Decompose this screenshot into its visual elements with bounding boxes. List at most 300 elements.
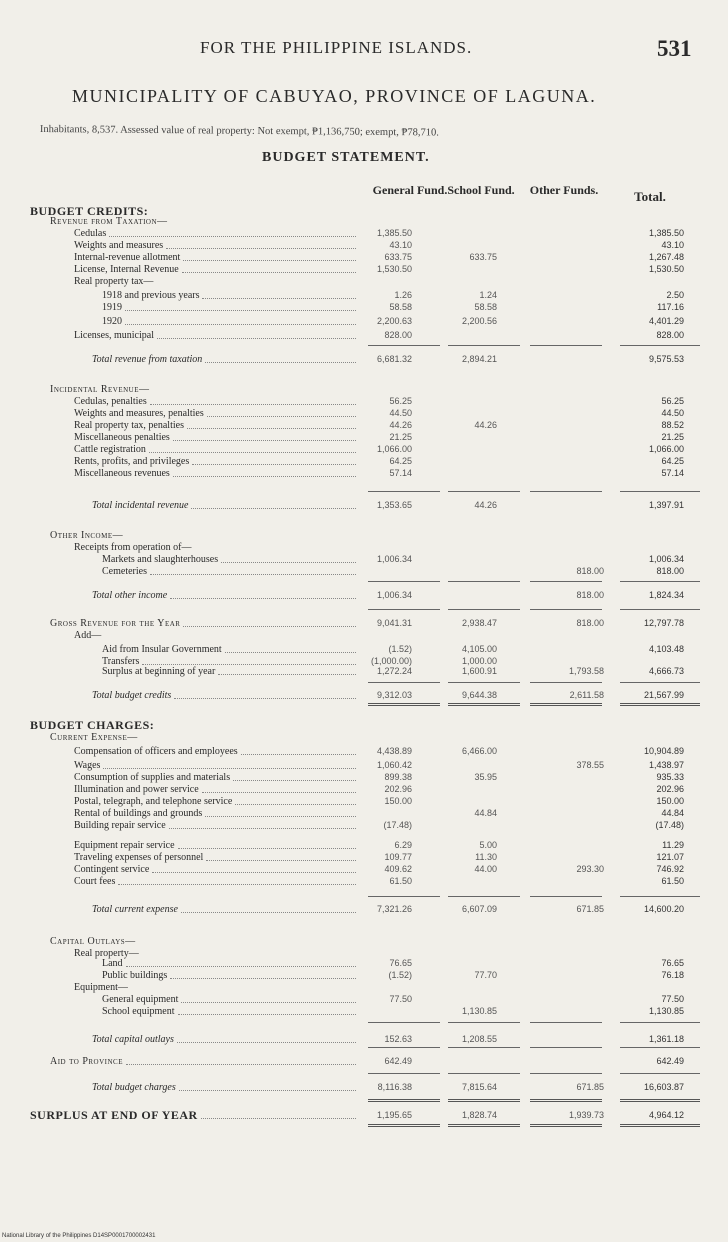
column-rule xyxy=(530,896,602,897)
row-label: Total incidental revenue xyxy=(92,500,189,511)
school-fund-cell: 1.24 xyxy=(479,290,497,300)
row-label: Equipment repair service xyxy=(74,840,175,851)
general-fund-cell: 1,272.24 xyxy=(376,666,412,676)
column-rule xyxy=(368,703,440,706)
other-funds-cell: 293.30 xyxy=(576,864,604,874)
other-funds-cell: 2,611.58 xyxy=(569,690,604,700)
budget-row xyxy=(0,468,728,479)
budget-row xyxy=(0,252,728,263)
total-cell: 61.50 xyxy=(661,876,684,886)
budget-row xyxy=(0,808,728,819)
budget-row xyxy=(0,970,728,981)
row-label: Receipts from operation of— xyxy=(74,542,192,553)
other-funds-cell: 671.85 xyxy=(576,1082,604,1092)
general-fund-cell: 109.77 xyxy=(384,852,412,862)
budget-row xyxy=(0,240,728,251)
dot-leader xyxy=(177,1042,356,1043)
column-rule xyxy=(620,896,700,897)
column-rule xyxy=(620,682,700,683)
dot-leader xyxy=(178,1014,356,1015)
column-rule xyxy=(530,1073,602,1074)
general-fund-cell: 76.65 xyxy=(389,958,412,968)
general-fund-cell: 150.00 xyxy=(384,796,412,806)
general-fund-cell: 57.14 xyxy=(389,468,412,478)
total-cell: 12,797.78 xyxy=(643,618,684,628)
school-fund-cell: 7,815.64 xyxy=(461,1082,497,1092)
column-rule xyxy=(368,609,440,610)
total-cell: 9,575.53 xyxy=(648,354,684,364)
total-cell: 828.00 xyxy=(656,330,684,340)
row-label: Rental of buildings and grounds xyxy=(74,808,203,819)
budget-row xyxy=(0,958,728,969)
column-header-total: Total. xyxy=(634,189,666,204)
general-fund-cell: 1.26 xyxy=(394,290,412,300)
row-label: Incidental Revenue— xyxy=(50,384,150,395)
column-rule xyxy=(530,609,602,610)
row-label: Contingent service xyxy=(74,864,150,875)
dot-leader xyxy=(202,298,356,299)
total-cell: 1,267.48 xyxy=(648,252,684,262)
general-fund-cell: 44.26 xyxy=(389,420,412,430)
dot-leader xyxy=(218,674,356,675)
column-rule xyxy=(368,1073,440,1074)
school-fund-cell: 6,466.00 xyxy=(461,746,497,756)
school-fund-cell: 1,600.91 xyxy=(461,666,497,676)
row-label: Total revenue from taxation xyxy=(92,354,203,365)
column-rule xyxy=(530,581,602,582)
column-rule xyxy=(620,1073,700,1074)
budget-row xyxy=(0,396,728,407)
row-label: Cedulas xyxy=(74,228,107,239)
total-cell: (17.48) xyxy=(655,820,684,830)
row-label: 1918 and previous years xyxy=(102,290,200,301)
column-rule xyxy=(368,896,440,897)
dot-leader xyxy=(201,1118,356,1119)
budget-row xyxy=(0,420,728,431)
budget-row xyxy=(0,500,728,511)
total-cell: 16,603.87 xyxy=(643,1082,684,1092)
school-fund-cell: 44.84 xyxy=(474,808,497,818)
school-fund-cell: 35.95 xyxy=(474,772,497,782)
total-cell: 64.25 xyxy=(661,456,684,466)
row-label: Current Expense— xyxy=(50,732,138,743)
dot-leader xyxy=(118,884,356,885)
total-cell: 642.49 xyxy=(656,1056,684,1066)
row-label: Equipment— xyxy=(74,982,128,993)
dot-leader xyxy=(150,574,356,575)
total-cell: 88.52 xyxy=(661,420,684,430)
general-fund-cell: 828.00 xyxy=(384,330,412,340)
budget-row xyxy=(0,1056,728,1067)
dot-leader xyxy=(174,698,356,699)
column-rule xyxy=(530,682,602,683)
general-fund-cell: 1,060.42 xyxy=(376,760,412,770)
general-fund-cell: 9,041.31 xyxy=(376,618,412,628)
dot-leader xyxy=(225,652,356,653)
general-fund-cell: 7,321.26 xyxy=(376,904,412,914)
dot-leader xyxy=(179,1090,356,1091)
library-footer: National Library of the Philippines D14SP0001700002431 xyxy=(2,1233,156,1239)
general-fund-cell: 1,006.34 xyxy=(376,554,412,564)
total-cell: 1,438.97 xyxy=(648,760,684,770)
column-rule xyxy=(448,682,520,683)
school-fund-cell: 44.00 xyxy=(474,864,497,874)
dot-leader xyxy=(109,236,356,237)
school-fund-cell: 633.75 xyxy=(469,252,497,262)
column-rule xyxy=(530,1124,602,1127)
total-cell: 21.25 xyxy=(661,432,684,442)
dot-leader xyxy=(241,754,356,755)
budget-row xyxy=(0,456,728,467)
general-fund-cell: 6.29 xyxy=(394,840,412,850)
budget-row xyxy=(0,876,728,887)
total-cell: 10,904.89 xyxy=(643,746,684,756)
other-funds-cell: 818.00 xyxy=(576,618,604,628)
general-fund-cell: 1,006.34 xyxy=(376,590,412,600)
row-label: General equipment xyxy=(102,994,179,1005)
dot-leader xyxy=(181,1002,356,1003)
row-label: Surplus at beginning of year xyxy=(102,666,216,677)
total-cell: 746.92 xyxy=(656,864,684,874)
dot-leader xyxy=(233,780,356,781)
total-cell: 935.33 xyxy=(656,772,684,782)
budget-row xyxy=(0,994,728,1005)
total-cell: 4,401.29 xyxy=(648,316,684,326)
dot-leader xyxy=(205,362,356,363)
other-funds-cell: 1,793.58 xyxy=(568,666,604,676)
dot-leader xyxy=(183,626,356,627)
school-fund-cell: 1,828.74 xyxy=(461,1110,497,1120)
budget-row xyxy=(0,982,728,993)
row-label: Total other income xyxy=(92,590,168,601)
column-rule xyxy=(368,1124,440,1127)
general-fund-cell: 21.25 xyxy=(389,432,412,442)
dot-leader xyxy=(182,272,356,273)
total-cell: 150.00 xyxy=(656,796,684,806)
budget-row xyxy=(0,840,728,851)
school-fund-cell: 2,938.47 xyxy=(461,618,497,628)
budget-row xyxy=(0,618,728,629)
column-rule xyxy=(620,703,700,706)
budget-row xyxy=(0,852,728,863)
row-label: Land xyxy=(102,958,123,969)
row-label: Rents, profits, and privileges xyxy=(74,456,190,467)
budget-row xyxy=(0,354,728,365)
row-label: Internal-revenue allotment xyxy=(74,252,181,263)
general-fund-cell: 202.96 xyxy=(384,784,412,794)
column-rule xyxy=(368,1047,440,1048)
row-label: Total budget credits xyxy=(92,690,172,701)
dot-leader xyxy=(157,338,356,339)
total-cell: 4,666.73 xyxy=(648,666,684,676)
dot-leader xyxy=(183,260,356,261)
total-cell: 121.07 xyxy=(656,852,684,862)
column-rule xyxy=(620,581,700,582)
row-label: Court fees xyxy=(74,876,116,887)
budget-row xyxy=(0,1110,728,1121)
dot-leader xyxy=(103,768,356,769)
dot-leader xyxy=(126,966,356,967)
row-label: BUDGET CHARGES: xyxy=(30,718,155,732)
general-fund-cell: (1.52) xyxy=(388,644,412,654)
budget-row xyxy=(0,330,728,341)
budget-row xyxy=(0,1082,728,1093)
row-label: Revenue from Taxation— xyxy=(50,216,168,227)
row-label: BUDGET CREDITS: xyxy=(30,204,149,218)
column-rule xyxy=(368,1022,440,1023)
budget-row xyxy=(0,666,728,677)
other-funds-cell: 1,939.73 xyxy=(568,1110,604,1120)
budget-row xyxy=(0,760,728,771)
row-label: Total budget charges xyxy=(92,1082,176,1093)
column-rule xyxy=(448,581,520,582)
column-rule xyxy=(530,1099,602,1102)
row-label: Other Income— xyxy=(50,530,124,541)
budget-row xyxy=(0,216,728,227)
total-cell: 11.29 xyxy=(662,840,684,850)
column-rule xyxy=(620,1022,700,1023)
total-cell: 4,964.12 xyxy=(648,1110,684,1120)
budget-row xyxy=(0,302,728,313)
general-fund-cell: (1,000.00) xyxy=(370,656,412,666)
budget-row xyxy=(0,444,728,455)
dot-leader xyxy=(173,476,356,477)
general-fund-cell: 58.58 xyxy=(389,302,412,312)
general-fund-cell: 44.50 xyxy=(389,408,412,418)
other-funds-cell: 818.00 xyxy=(576,566,604,576)
dot-leader xyxy=(170,598,356,599)
inhabitants-line: Inhabitants, 8,537. Assessed value of real property: Not exempt, ₱1,136,750; exempt, ₱78,710. xyxy=(39,124,439,139)
row-label: Gross Revenue for the Year xyxy=(50,618,181,629)
school-fund-cell: 2,200.56 xyxy=(461,316,497,326)
column-rule xyxy=(448,1047,520,1048)
dot-leader xyxy=(150,404,356,405)
school-fund-cell: 77.70 xyxy=(474,970,497,980)
total-cell: 1,530.50 xyxy=(648,264,684,274)
budget-row xyxy=(0,554,728,565)
row-label: Consumption of supplies and materials xyxy=(74,772,231,783)
total-cell: 44.50 xyxy=(661,408,684,418)
budget-row xyxy=(0,276,728,287)
dot-leader xyxy=(202,792,356,793)
column-rule xyxy=(530,1022,602,1023)
row-label: Total current expense xyxy=(92,904,178,915)
row-label: Illumination and power service xyxy=(74,784,199,795)
column-rule xyxy=(620,1124,700,1127)
column-rule xyxy=(368,581,440,582)
row-label: Miscellaneous revenues xyxy=(74,468,170,479)
total-cell: 76.18 xyxy=(661,970,684,980)
dot-leader xyxy=(207,416,356,417)
school-fund-cell: 1,208.55 xyxy=(461,1034,497,1044)
school-fund-cell: 5.00 xyxy=(479,840,497,850)
dot-leader xyxy=(206,860,356,861)
row-label: Miscellaneous penalties xyxy=(74,432,170,443)
row-label: Wages xyxy=(74,760,101,771)
total-cell: 1,824.34 xyxy=(648,590,684,600)
budget-row xyxy=(0,644,728,655)
budget-row xyxy=(0,936,728,947)
school-fund-cell: 44.26 xyxy=(474,500,497,510)
general-fund-cell: 642.49 xyxy=(384,1056,412,1066)
column-rule xyxy=(368,491,440,492)
general-fund-cell: 2,200.63 xyxy=(376,316,412,326)
budget-row xyxy=(0,590,728,601)
budget-row xyxy=(0,904,728,915)
dot-leader xyxy=(170,978,356,979)
column-rule xyxy=(448,609,520,610)
row-label: Compensation of officers and employees xyxy=(74,746,238,757)
row-label: Aid from Insular Government xyxy=(102,644,222,655)
row-label: 1920 xyxy=(102,316,122,327)
total-cell: 77.50 xyxy=(661,994,684,1004)
budget-row xyxy=(0,1006,728,1017)
row-label: School equipment xyxy=(102,1006,175,1017)
column-rule xyxy=(530,703,602,706)
row-label: Weights and measures, penalties xyxy=(74,408,204,419)
general-fund-cell: 152.63 xyxy=(384,1034,412,1044)
general-fund-cell: 1,195.65 xyxy=(376,1110,412,1120)
total-cell: 1,397.91 xyxy=(648,500,684,510)
column-rule xyxy=(448,1124,520,1127)
general-fund-cell: 64.25 xyxy=(389,456,412,466)
dot-leader xyxy=(191,508,356,509)
total-cell: 21,567.99 xyxy=(643,690,684,700)
row-label: Aid to Province xyxy=(50,1056,123,1067)
total-cell: 1,361.18 xyxy=(648,1034,684,1044)
column-rule xyxy=(448,896,520,897)
dot-leader xyxy=(187,428,356,429)
general-fund-cell: 4,438.89 xyxy=(376,746,412,756)
school-fund-cell: 11.30 xyxy=(475,852,497,862)
general-fund-cell: 899.38 xyxy=(384,772,412,782)
total-cell: 1,066.00 xyxy=(648,444,684,454)
school-fund-cell: 9,644.38 xyxy=(461,690,497,700)
other-funds-cell: 818.00 xyxy=(576,590,604,600)
dot-leader xyxy=(169,828,356,829)
column-rule xyxy=(530,1047,602,1048)
budget-row xyxy=(0,772,728,783)
school-fund-cell: 58.58 xyxy=(474,302,497,312)
row-label: 1919 xyxy=(102,302,122,313)
column-rule xyxy=(448,1073,520,1074)
general-fund-cell: 1,530.50 xyxy=(376,264,412,274)
row-label: Transfers xyxy=(102,656,140,667)
dot-leader xyxy=(192,464,356,465)
budget-row xyxy=(0,432,728,443)
column-rule xyxy=(368,345,440,346)
other-funds-cell: 378.55 xyxy=(576,760,604,770)
general-fund-cell: 9,312.03 xyxy=(376,690,412,700)
general-fund-cell: 61.50 xyxy=(389,876,412,886)
total-cell: 1,385.50 xyxy=(648,228,684,238)
total-cell: 4,103.48 xyxy=(648,644,684,654)
budget-row xyxy=(0,530,728,541)
statement-title: BUDGET STATEMENT. xyxy=(262,150,430,165)
budget-row xyxy=(0,290,728,301)
total-cell: 43.10 xyxy=(661,240,684,250)
dot-leader xyxy=(125,310,356,311)
total-cell: 117.16 xyxy=(657,302,684,312)
total-cell: 2.50 xyxy=(666,290,684,300)
school-fund-cell: 6,607.09 xyxy=(461,904,497,914)
dot-leader xyxy=(152,872,356,873)
row-label: Real property— xyxy=(74,948,139,959)
school-fund-cell: 2,894.21 xyxy=(461,354,497,364)
budget-row xyxy=(0,228,728,239)
budget-row xyxy=(0,720,728,731)
row-label: Markets and slaughterhouses xyxy=(102,554,219,565)
budget-row xyxy=(0,316,728,327)
column-rule xyxy=(448,345,520,346)
column-rule xyxy=(368,682,440,683)
row-label: Building repair service xyxy=(74,820,166,831)
general-fund-cell: 56.25 xyxy=(389,396,412,406)
general-fund-cell: 8,116.38 xyxy=(377,1082,412,1092)
general-fund-cell: 1,353.65 xyxy=(376,500,412,510)
column-rule xyxy=(448,1022,520,1023)
column-rule xyxy=(620,1099,700,1102)
budget-row xyxy=(0,542,728,553)
row-label: Add— xyxy=(74,630,102,641)
budget-row xyxy=(0,1034,728,1045)
column-rule xyxy=(448,1099,520,1102)
row-label: Cedulas, penalties xyxy=(74,396,147,407)
general-fund-cell: 6,681.32 xyxy=(376,354,412,364)
row-label: Real property tax, penalties xyxy=(74,420,184,431)
column-rule xyxy=(530,345,602,346)
dot-leader xyxy=(205,816,356,817)
row-label: SURPLUS AT END OF YEAR xyxy=(30,1108,198,1122)
total-cell: 1,006.34 xyxy=(648,554,684,564)
total-cell: 202.96 xyxy=(656,784,684,794)
budget-row xyxy=(0,864,728,875)
total-cell: 57.14 xyxy=(661,468,684,478)
general-fund-cell: (1.52) xyxy=(388,970,412,980)
row-label: Capital Outlays— xyxy=(50,936,136,947)
row-label: Cattle registration xyxy=(74,444,146,455)
column-rule xyxy=(620,609,700,610)
column-rule xyxy=(368,1099,440,1102)
budget-row xyxy=(0,630,728,641)
dot-leader xyxy=(126,1064,356,1065)
column-header-general: General Fund. xyxy=(372,183,448,197)
column-rule xyxy=(530,491,602,492)
page-number: 531 xyxy=(657,36,692,61)
general-fund-cell: (17.48) xyxy=(383,820,412,830)
budget-row xyxy=(0,732,728,743)
budget-row xyxy=(0,566,728,577)
total-cell: 1,130.85 xyxy=(648,1006,684,1016)
budget-row xyxy=(0,796,728,807)
column-header-school: School Fund. xyxy=(447,183,515,197)
budget-row xyxy=(0,264,728,275)
dot-leader xyxy=(221,562,356,563)
budget-row xyxy=(0,746,728,757)
row-label: Public buildings xyxy=(102,970,168,981)
dot-leader xyxy=(235,804,356,805)
dot-leader xyxy=(173,440,356,441)
column-header-other: Other Funds. xyxy=(529,183,599,197)
general-fund-cell: 1,385.50 xyxy=(376,228,412,238)
column-rule xyxy=(620,491,700,492)
row-label: Licenses, municipal xyxy=(74,330,154,341)
dot-leader xyxy=(166,248,356,249)
column-rule xyxy=(448,491,520,492)
general-fund-cell: 43.10 xyxy=(389,240,412,250)
school-fund-cell: 1,000.00 xyxy=(461,656,497,666)
row-label: Weights and measures xyxy=(74,240,164,251)
